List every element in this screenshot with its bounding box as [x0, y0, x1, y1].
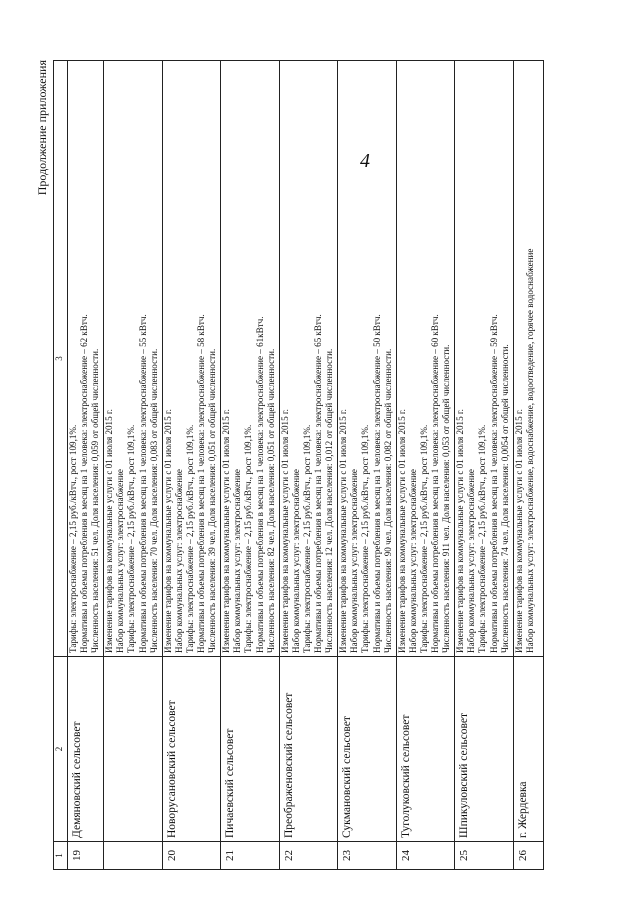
tariff-table [53, 60, 544, 870]
municipality-name: Шпикуловский сельсовет [455, 657, 514, 842]
description-line: Численность населения: 70 чел. Доля населения: 0,083 от общей численности. [148, 348, 159, 653]
table-row [455, 61, 514, 870]
table-row [68, 61, 104, 870]
continuation-label: Продолжение приложения [35, 60, 49, 196]
table-row [162, 61, 221, 870]
tariff-description [455, 61, 514, 657]
table-row [396, 61, 455, 870]
description-line: Тарифы: электроснабжение – 2,15 руб./кВтч., рост 109,1%. [243, 424, 254, 653]
municipality-name [104, 657, 163, 842]
header-col-2: 2 [54, 657, 68, 842]
description-line: Нормативы и объемы потребления в месяц на 1 человека: электроснабжение – 65 кВтч. [313, 314, 324, 653]
row-number: 26 [513, 842, 543, 870]
table-row [279, 61, 338, 870]
description-line: Тарифы: электроснабжение – 2,15 руб./кВтч., рост 109,1%. [477, 424, 488, 653]
municipality-name: г. Жердевка [513, 657, 543, 842]
description-line: Нормативы и объемы потребления в месяц на 1 человека: электроснабжение – 60 кВтч. [430, 314, 441, 653]
description-line: Численность населения: 51 чел. Доля населения: 0,059 от общей численности. [90, 348, 101, 653]
row-number: 21 [221, 842, 280, 870]
description-line: Изменение тарифов на коммунальные услуги с 01 июля 2015 г. [338, 409, 349, 653]
header-col-1: 1 [54, 842, 68, 870]
description-line: Нормативы и объемы потребления в месяц на 1 человека: электроснабжение – 50 кВтч. [371, 314, 382, 653]
row-number: 22 [279, 842, 338, 870]
description-line: Набор коммунальных услуг: электроснабжение [173, 469, 184, 653]
description-line: Численность населения: 39 чел. Доля населения: 0,051 от общей численности. [207, 348, 218, 653]
header-col-3: 3 [54, 61, 68, 657]
municipality-name: Сукмановский сельсовет [338, 657, 397, 842]
rotated-sheet [35, 60, 595, 870]
municipality-name: Новорусановский сельсовет [162, 657, 221, 842]
description-line: Численность населения: 90 чел. Доля населения: 0,082 от общей численности. [382, 348, 393, 653]
description-line: Численность населения: 12 чел. Доля населения: 0,012 от общей численности. [324, 348, 335, 653]
description-line: Изменение тарифов на коммунальные услуги с 01 июля 2015 г. [513, 409, 524, 653]
tariff-description [221, 61, 280, 657]
table-row [221, 61, 280, 870]
row-number: 24 [396, 842, 455, 870]
description-line: Численность населения: 82 чел. Доля населения: 0,051 от общей численности. [265, 348, 276, 653]
table-body [68, 61, 544, 870]
description-line: Изменение тарифов на коммунальные услуги с 01 июля 2015 г. [104, 409, 115, 653]
table-row [338, 61, 397, 870]
row-number: 20 [162, 842, 221, 870]
table-header-row [54, 61, 68, 870]
municipality-name: Туголуковский сельсовет [396, 657, 455, 842]
tariff-description [513, 61, 543, 657]
row-number [104, 842, 163, 870]
page-number: 4 [360, 150, 370, 172]
description-line: Набор коммунальных услуг: электроснабжение [466, 469, 477, 653]
description-line: Изменение тарифов на коммунальные услуги с 01 июля 2015 г. [279, 409, 290, 653]
description-line: Тарифы: электроснабжение – 2,15 руб./кВтч., рост 109,1%. [126, 424, 137, 653]
description-line: Набор коммунальных услуг: электроснабжение [290, 469, 301, 653]
description-line: Изменение тарифов на коммунальные услуги с 01 июля 2015 г. [162, 409, 173, 653]
municipality-name: Преображеновский сельсовет [279, 657, 338, 842]
tariff-description [68, 61, 104, 657]
description-line: Изменение тарифов на коммунальные услуги с 01 июля 2015 г. [221, 409, 232, 653]
description-line: Тарифы: электроснабжение – 2,15 руб./кВтч., рост 109,1%. [418, 424, 429, 653]
municipality-name: Демяновский сельсовет [68, 657, 104, 842]
description-line: Тарифы: электроснабжение – 2,15 руб./кВтч., рост 109,1%. [360, 424, 371, 653]
description-line: Нормативы и объемы потребления в месяц на 1 человека: электроснабжение – 62 кВтч. [79, 314, 90, 653]
description-line: Набор коммунальных услуг: электроснабжение [232, 469, 243, 653]
description-line: Набор коммунальных услуг: электроснабжение [115, 469, 126, 653]
table-row [513, 61, 543, 870]
description-line: Набор коммунальных услуг: электроснабжение, водоснабжение, водоотведение, горячее водоснабжение [524, 248, 535, 653]
description-line: Набор коммунальных услуг: электроснабжение [407, 469, 418, 653]
row-number: 23 [338, 842, 397, 870]
tariff-description [279, 61, 338, 657]
tariff-description [104, 61, 163, 657]
row-number: 25 [455, 842, 514, 870]
description-line: Изменение тарифов на коммунальные услуги с 01 июля 2015 г. [455, 409, 466, 653]
description-line: Набор коммунальных услуг: электроснабжение [349, 469, 360, 653]
description-line: Нормативы и объемы потребления в месяц на 1 человека: электроснабжение – 59 кВтч. [488, 314, 499, 653]
municipality-name: Пичаевский сельсовет [221, 657, 280, 842]
row-number: 19 [68, 842, 104, 870]
description-line: Нормативы и объемы потребления в месяц на 1 человека: электроснабжение – 55 кВтч. [137, 314, 148, 653]
description-line: Тарифы: электроснабжение – 2,15 руб./кВтч., рост 109,1%. [301, 424, 312, 653]
description-line: Нормативы и объемы потребления в месяц на 1 человека: электроснабжение – 61кВтч. [254, 316, 265, 653]
description-line: Изменение тарифов на коммунальные услуги с 01 июля 2015 г. [396, 409, 407, 653]
tariff-description [396, 61, 455, 657]
description-line: Численность населения: 911 чел. Доля населения: 0,053 от общей численности. [441, 344, 452, 653]
table-row [104, 61, 163, 870]
description-line: Нормативы и объемы потребления в месяц на 1 человека: электроснабжение – 58 кВтч. [196, 314, 207, 653]
description-line: Тарифы: электроснабжение – 2,15 руб./кВтч., рост 109,1%. [184, 424, 195, 653]
description-line: Численность населения: 74 чел. Доля населения: 0,0054 от общей численности. [499, 344, 510, 653]
description-line: Тарифы: электроснабжение – 2,15 руб./кВтч., рост 109,1%. [68, 424, 78, 653]
tariff-description [162, 61, 221, 657]
